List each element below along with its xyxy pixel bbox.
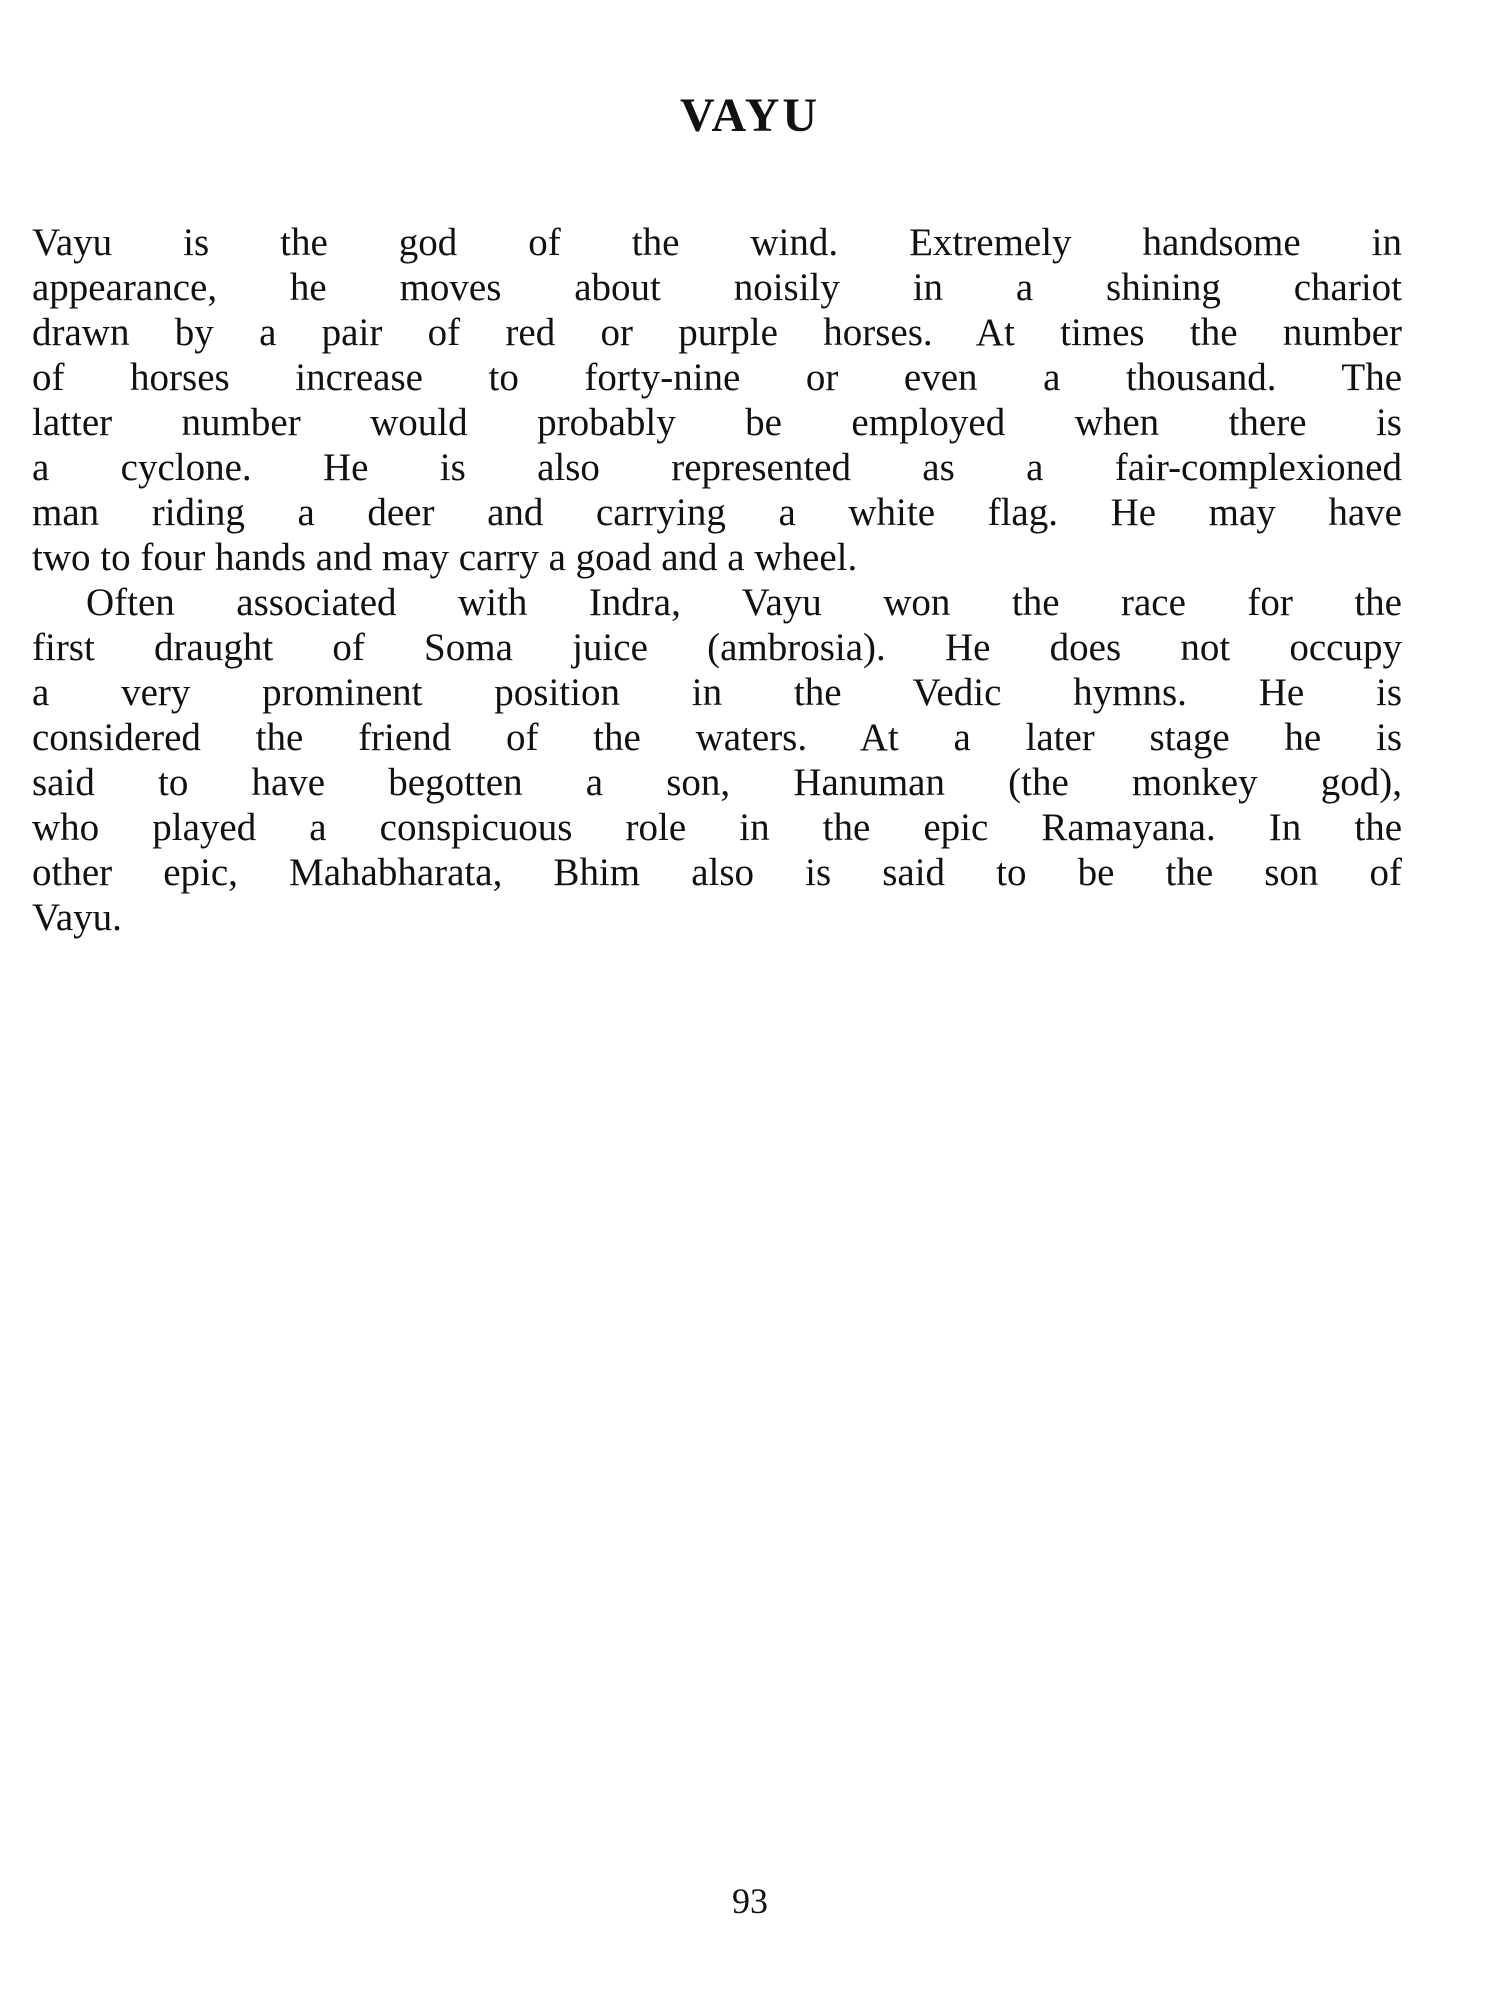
text-line: two to four hands and may carry a goad and a wheel.: [32, 536, 858, 579]
text-line: who played a conspicuous role in the epic Ramayana. In the: [32, 806, 1402, 849]
page-number: 93: [732, 1881, 768, 1921]
text-line: a cyclone. He is also represented as a fair-complexioned: [32, 446, 1402, 489]
text-line: latter number would probably be employed when there is: [32, 401, 1402, 444]
text-line: said to have begotten a son, Hanuman (the monkey god),: [32, 761, 1402, 804]
text-line: of horses increase to forty-nine or even a thousand. The: [32, 356, 1402, 399]
paragraph-2: [32, 580, 1402, 940]
text-line: man riding a deer and carrying a white flag. He may have: [32, 491, 1402, 534]
text-line: Vayu.: [32, 896, 122, 939]
text-line: Often associated with Indra, Vayu won the race for the: [86, 581, 1402, 624]
text-line: appearance, he moves about noisily in a shining chariot: [32, 266, 1402, 309]
chapter-title: VAYU: [679, 89, 821, 142]
text-line: drawn by a pair of red or purple horses. At times the number: [32, 311, 1402, 354]
body-text: [32, 220, 1402, 940]
paragraph-1: [32, 220, 1402, 580]
text-line: Vayu is the god of the wind. Extremely handsome in: [32, 221, 1402, 264]
text-line: a very prominent position in the Vedic hymns. He is: [32, 671, 1402, 714]
text-line: first draught of Soma juice (ambrosia). He does not occupy: [32, 626, 1402, 669]
text-line: other epic, Mahabharata, Bhim also is said to be the son of: [32, 851, 1402, 894]
text-line: considered the friend of the waters. At a later stage he is: [32, 716, 1402, 759]
